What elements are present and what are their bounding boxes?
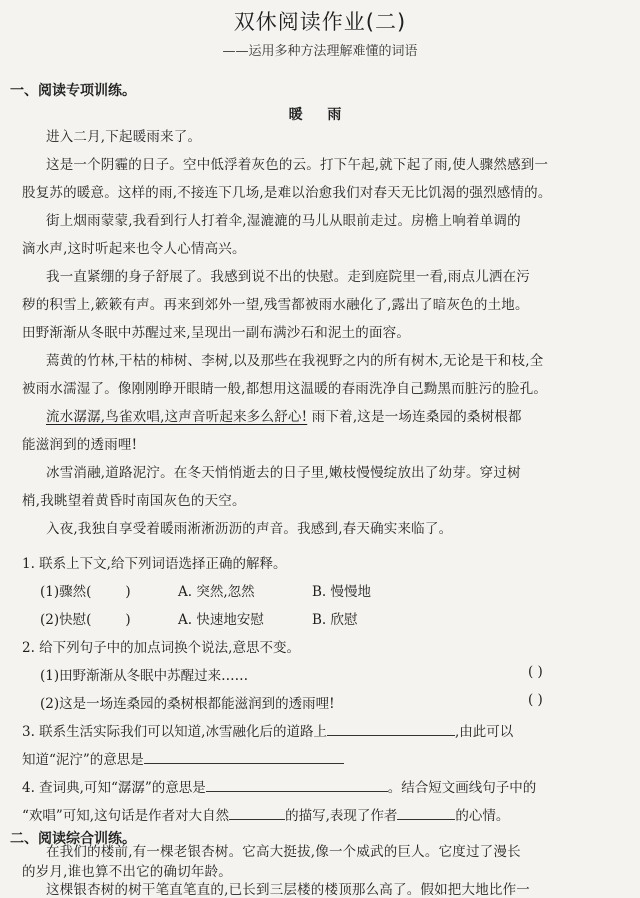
- q2-item-2: (2)这是一场连桑园的桑树根都能滋润到的透雨哩!: [40, 696, 335, 712]
- question-3: 3. 联系生活实际我们可以知道,冰雪融化后的道路上 ,由此可以: [22, 724, 514, 740]
- section2-line: 在我们的楼前,有一棵老银杏树。它高大挺拔,像一个威武的巨人。它度过了漫长: [46, 844, 521, 860]
- article-line: 秽的积雪上,簌簌有声。再来到郊外一望,残雪都被雨水融化了,露出了暗灰色的土地。: [22, 297, 529, 313]
- q1-item-1-label: (1)骤然( ): [40, 584, 131, 600]
- q2-item-2-answer[interactable]: ( ): [528, 692, 543, 708]
- question-2: 2. 给下列句子中的加点词换个说法,意思不变。: [22, 640, 300, 656]
- q2-item-1-answer[interactable]: ( ): [528, 664, 543, 680]
- q3-blank-2[interactable]: [144, 751, 344, 764]
- q3-blank-1[interactable]: [327, 723, 455, 736]
- page-subtitle: ——运用多种方法理解难懂的词语: [222, 44, 418, 59]
- article-line: 入夜,我独自享受着暖雨淅淅沥沥的声音。我感到,春天确实来临了。: [46, 521, 453, 537]
- question-4-line-2: “欢唱”可知,这句话是作者对大自然 的描写,表现了作者 的心情。: [22, 808, 510, 824]
- article-title: 暖 雨: [288, 107, 352, 123]
- article-line: 股复苏的暖意。这样的雨,不接连下几场,是难以治愈我们对春天无比饥渴的强烈感情的。: [22, 185, 552, 201]
- article-line-rest: 雨下着,这是一场连桑园的桑树根都: [311, 409, 522, 425]
- q1-item-1-option-b: B. 慢慢地: [312, 584, 372, 600]
- question-4: 4. 查词典,可知“潺潺”的意思是 。结合短文画线句子中的: [22, 780, 537, 796]
- article-line: 冰雪消融,道路泥泞。在冬天悄悄逝去的日子里,嫩枝慢慢绽放出了幼芽。穿过树: [46, 465, 521, 481]
- question-1: 1. 联系上下文,给下列词语选择正确的解释。: [22, 556, 287, 572]
- q1-item-1-option-a: A. 突然,忽然: [178, 584, 255, 600]
- article-line: 进入二月,下起暖雨来了。: [46, 129, 202, 145]
- article-line: 能滋润到的透雨哩!: [22, 437, 138, 453]
- section2-heading: 二、阅读综合训练。: [10, 831, 136, 847]
- underlined-sentence: 流水潺潺,鸟雀欢唱,这声音听起来多么舒心!: [46, 409, 308, 425]
- q1-item-2-option-b: B. 欣慰: [312, 612, 358, 628]
- article-line: 被雨水濡湿了。像刚刚睁开眼睛一般,都想用这温暖的春雨洗净自己黝黑而脏污的脸孔。: [22, 381, 548, 397]
- section1-heading: 一、阅读专项训练。: [10, 83, 136, 99]
- article-line: 滴水声,这时听起来也令人心情高兴。: [22, 241, 246, 257]
- article-line: 田野渐渐从冬眠中苏醒过来,呈现出一副布满沙石和泥土的面容。: [22, 325, 411, 341]
- question-3-line-2: 知道“泥泞”的意思是: [22, 748, 344, 768]
- article-line: 蔫黄的竹林,干枯的柿树、李树,以及那些在我视野之内的所有树木,无论是干和枝,全: [46, 353, 544, 369]
- q2-item-1: (1)田野渐渐从冬眠中苏醒过来……: [40, 668, 249, 684]
- q1-item-2-label: (2)快慰( ): [40, 612, 131, 628]
- article-line: 这是一个阴霾的日子。空中低浮着灰色的云。打下午起,就下起了雨,使人骤然感到一: [46, 157, 549, 173]
- article-line: 我一直紧绷的身子舒展了。我感到说不出的快慰。走到庭院里一看,雨点儿洒在污: [46, 269, 530, 285]
- article-line: 梢,我眺望着黄昏时南国灰色的天空。: [22, 493, 246, 509]
- section2-line: 这棵银杏树的树干笔直笔直的,已长到三层楼的楼顶那么高了。假如把大地比作一: [46, 882, 530, 898]
- section2-line: 的岁月,谁也算不出它的确切年龄。: [22, 864, 232, 880]
- q4-blank-1[interactable]: [206, 779, 388, 792]
- q1-item-2-option-a: A. 快速地安慰: [178, 612, 264, 628]
- page-title: 双休阅读作业(二): [233, 10, 407, 34]
- q4-blank-3[interactable]: [397, 807, 455, 820]
- q4-blank-2[interactable]: [229, 807, 285, 820]
- article-line: [46, 411, 522, 425]
- article-line: 街上烟雨蒙蒙,我看到行人打着伞,湿漉漉的马儿从眼前走过。房檐上响着单调的: [46, 213, 521, 229]
